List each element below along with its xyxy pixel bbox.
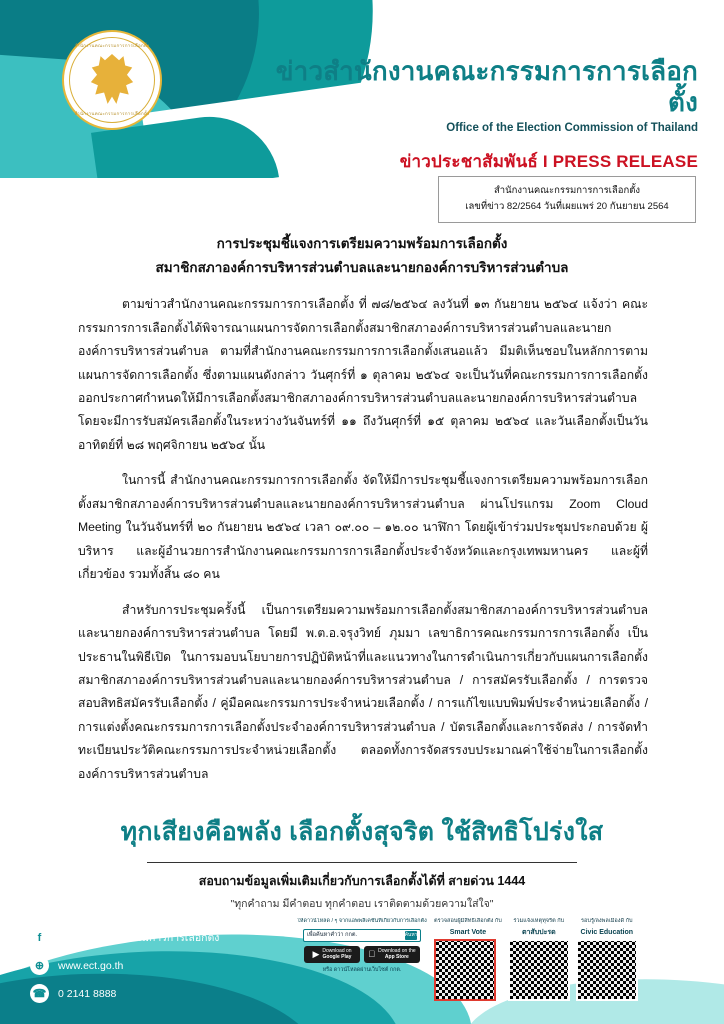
document-title-line-2: สมาชิกสภาองค์การบริหารส่วนตำบลและนายกองค์การบริหารส่วนตำบล [155,259,569,275]
app-store-block [296,918,428,974]
paragraph: สำหรับการประชุมครั้งนี้ เป็นการเตรียมความพร้อมการเลือกตั้งสมาชิกสภาองค์การบริหารส่วนตำบลและนายกองค์การบริหารส่วนตำบล โดยมี พ.ต.อ.จรุงวิทย์ ภุมมา เลขาธิการคณะกรรมการการเลือกตั้ง เป็นประธานในพิธีเปิด ในการมอบนโยบายการปฏิบัติหน้าที่และแนวทางในการดำเนินการเกี่ยวกับแผนการเลือกตั้งสมาชิกสภาองค์การบริหารส่วนตำบลและนายกองค์การบริหารส่วนตำบล / การสมัครรับเลือกตั้ง / การตรวจสอบสิทธิสมัครรับเลือกตั้ง / คู่มือคณะกรรมการประจำหน่วยเลือกตั้ง / การแก้ไขแบบพิมพ์ประจำหน่วยเลือกตั้ง / การแต่งตั้งคณะกรรมการการเลือกตั้งประจำองค์การบริหารส่วนตำบล / บัตรเลือกตั้งและการจัดส่ง / การจัดทำทะเบียนประวัติคณะกรรมการประจำหน่วยเลือกตั้ง ตลอดทั้งการจัดสรรงบประมาณค่าใช้จ่ายในการเลือกตั้งองค์การบริหารส่วนตำบล [78,602,648,781]
tah-pra-tes-block [508,918,570,1001]
smart-vote-caption: ตรวจสอบผู้มีสิทธิเลือกตั้ง กับ [434,918,502,924]
ect-seal-logo [62,30,162,130]
page-header [0,0,724,178]
smart-vote-block [434,918,502,1001]
paragraph: ในการนี้ สำนักงานคณะกรรมการการเลือกตั้ง จัดให้มีการประชุมชี้แจงการเตรียมความพร้อมการเลือกตั้งสมาชิกสภาองค์การบริหารส่วนตำบลและนายกองค์การบริหารส่วนตำบล ผ่านโปรแกรม Zoom Cloud Meeting ในวันจันทร์ที่ ๒๐ กันยายน ๒๕๖๔ เวลา ๐๙.๐๐ – ๑๒.๐๐ นาฬิกา โดยผู้เข้าร่วมประชุมประกอบด้วย ผู้บริหาร และผู้อำนวยการสำนักงานคณะกรรมการการเลือกตั้งประจำจังหวัดและกรุงเทพมหานคร และผู้ที่เกี่ยวข้อง รวมทั้งสิ้น ๘๐ คน [78,473,648,582]
app-store-foot-note: หรือ ดาวน์โหลดผ่านเว็บไซต์ กกต. [322,966,402,973]
globe-icon: ⊕ [30,956,49,975]
app-store-line2: App Store [381,954,406,961]
contact-phone[interactable] [30,984,290,1003]
page-title-thai: ข่าวสำนักงานคณะกรรมการการเลือกตั้ง [275,56,698,118]
civic-education-qr-code[interactable] [576,939,638,1001]
document-paragraphs [0,293,724,786]
hotline-text: สอบถามข้อมูลเพิ่มเติมเกี่ยวกับการเลือกตั้งได้ที่ สายด่วน 1444 [198,874,526,888]
contact-website-label: www.ect.go.th [58,959,124,972]
doc-meta-number-date: เลขที่ข่าว 82/2564 วันที่เผยแพร่ 20 กันยายน 2564 [465,201,669,213]
google-play-line1: Download on [322,948,352,955]
hotline-quote: "ทุกคำถาม มีคำตอบ ทุกคำตอบ เราติดตามด้วยความใส่ใจ" [230,898,494,910]
contact-facebook[interactable] [30,928,290,947]
document-meta-box [438,176,696,223]
seal-text-bottom: สำนักงานคณะกรรมการการเลือกตั้ง [74,111,150,116]
seal-emblem-icon [90,54,134,106]
play-triangle-icon: ▶ [312,948,320,959]
search-input-value: เพื่อค้นหาคำว่า กกต. [307,932,358,939]
civic-education-caption: รอบรู้/ลงพลเมืองดี กับ [581,918,633,924]
civic-education-block [576,918,638,1001]
slogan-headline: ทุกเสียงคือพลัง เลือกตั้งสุจริต ใช้สิทธิโปร่งใส [120,818,604,846]
apple-logo-icon [368,950,375,959]
app-store-line1: Download on the [374,948,413,955]
document-title [0,232,724,279]
seal-inner-ring [69,37,155,123]
footer-qr-strip [296,918,716,1001]
document-body [0,232,724,798]
facebook-icon: f [30,928,49,947]
press-release-label: ข่าวประชาสัมพันธ์ I PRESS RELEASE [399,152,698,172]
contact-website[interactable] [30,956,290,975]
tah-pra-tes-qr-code[interactable] [508,939,570,1001]
tah-pra-tes-title: ตาสับปะรด [521,928,556,936]
page-footer [0,918,724,1024]
app-store-badge[interactable] [364,946,420,963]
footer-contacts [30,928,290,1012]
search-icon[interactable]: ค้นหา [404,932,418,939]
seal-text-top: สำนักงานคณะกรรมการการเลือกตั้ง [74,43,150,48]
header-title-block [268,56,698,175]
paragraph: ตามข่าวสำนักงานคณะกรรมการการเลือกตั้ง ที่ ๗๘/๒๕๖๔ ลงวันที่ ๑๓ กันยายน ๒๕๖๔ แจ้งว่า คณะกรรมการการเลือกตั้งได้พิจารณาแผนการจัดการเลือกตั้งสมาชิกสภาองค์การบริหารส่วนตำบลและนายกองค์การบริหารส่วนตำบล ตามที่สำนักงานคณะกรรมการการเลือกตั้งเสนอแล้ว มีมติเห็นชอบในหลักการตามแผนการจัดการเลือกตั้ง ซึ่งตามแผนดังกล่าว วันศุกร์ที่ ๑ ตุลาคม ๒๕๖๔ จะเป็นวันที่คณะกรรมการการเลือกตั้งออกประกาศกำหนดให้มีการเลือกตั้งสมาชิกสภาองค์การบริหารส่วนตำบลและนายกองค์การบริหารส่วนตำบล โดยจะมีการรับสมัครเลือกตั้งในระหว่างวันจันทร์ที่ ๑๑ ถึงวันศุกร์ที่ ๑๕ ตุลาคม ๒๕๖๔ และวันเลือกตั้งเป็นวันอาทิตย์ที่ ๒๘ พฤศจิกายน ๒๕๖๔ นั้น [78,297,648,452]
civic-education-title: Civic Education [580,928,634,936]
page-title-english: Office of the Election Commission of Thailand [446,122,698,135]
search-input[interactable] [303,929,421,942]
doc-meta-office: สำนักงานคณะกรรมการการเลือกตั้ง [493,185,641,196]
google-play-line2: Google Play [322,954,352,961]
smart-vote-title: Smart Vote [449,928,487,936]
tah-pra-tes-caption: ร่วมแจ้งเหตุทุจริต กับ [513,918,565,924]
contact-facebook-label: สำนักงานคณะกรรมการการเลือกตั้ง [58,932,220,944]
google-play-badge[interactable] [304,946,360,963]
phone-icon: ☎ [30,984,49,1003]
app-store-note: ให้ดาวน์โหลด / ๆ จากแอพพลิเคชั่นที่เกี่ยวกับการเลือกตั้ง [297,918,427,924]
slogan-divider [147,862,577,863]
document-title-line-1: การประชุมชี้แจงการเตรียมความพร้อมการเลือกตั้ง [216,236,508,251]
contact-phone-label: 0 2141 8888 [58,987,117,1000]
smart-vote-qr-code[interactable] [434,939,496,1001]
store-badges [296,946,428,963]
slogan-block [0,812,724,912]
